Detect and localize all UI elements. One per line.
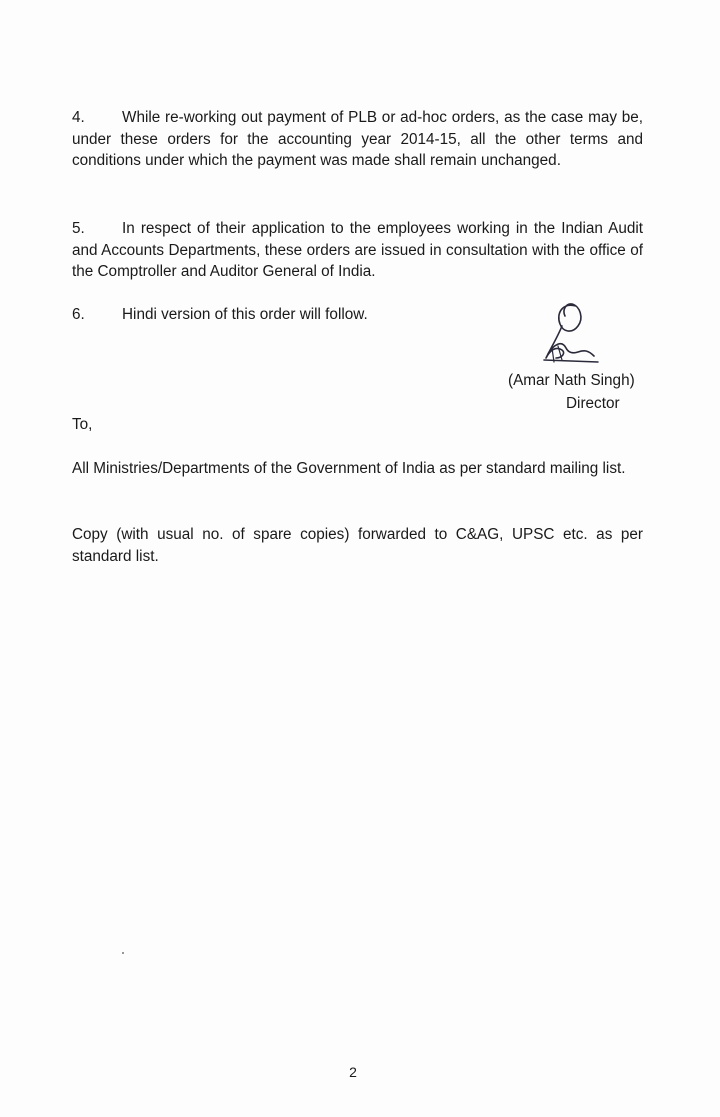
paragraph-4-number: 4. bbox=[72, 109, 85, 126]
page-number: 2 bbox=[349, 1064, 357, 1080]
signatory-designation: Director bbox=[566, 395, 620, 412]
paragraph-6-number: 6. bbox=[72, 306, 85, 323]
handwritten-signature bbox=[532, 300, 602, 370]
paragraph-4 bbox=[72, 107, 643, 172]
signature-block bbox=[490, 300, 660, 420]
paragraph-5 bbox=[72, 218, 643, 283]
to-line: To, bbox=[72, 416, 93, 433]
paragraph-5-text: In respect of their application to the employees working in the Indian Audit and Accounts Departments, these orders are issued in consultation with the office of the Comptroller and Auditor General of India. bbox=[72, 220, 643, 280]
paragraph-4-text: While re-working out payment of PLB or ad-hoc orders, as the case may be, under these orders for the accounting year 2014-15, all the other terms and conditions under which the payment was made shall remain unchanged. bbox=[72, 109, 643, 169]
signatory-name: (Amar Nath Singh) bbox=[508, 372, 635, 389]
paragraph-6-text: Hindi version of this order will follow. bbox=[122, 306, 368, 323]
paragraph-5-number: 5. bbox=[72, 220, 85, 237]
copy-forwarded-paragraph: Copy (with usual no. of spare copies) forwarded to C&AG, UPSC etc. as per standard list. bbox=[72, 526, 643, 565]
addressees-paragraph: All Ministries/Departments of the Government of India as per standard mailing list. bbox=[72, 460, 626, 477]
scan-speck bbox=[122, 952, 124, 954]
